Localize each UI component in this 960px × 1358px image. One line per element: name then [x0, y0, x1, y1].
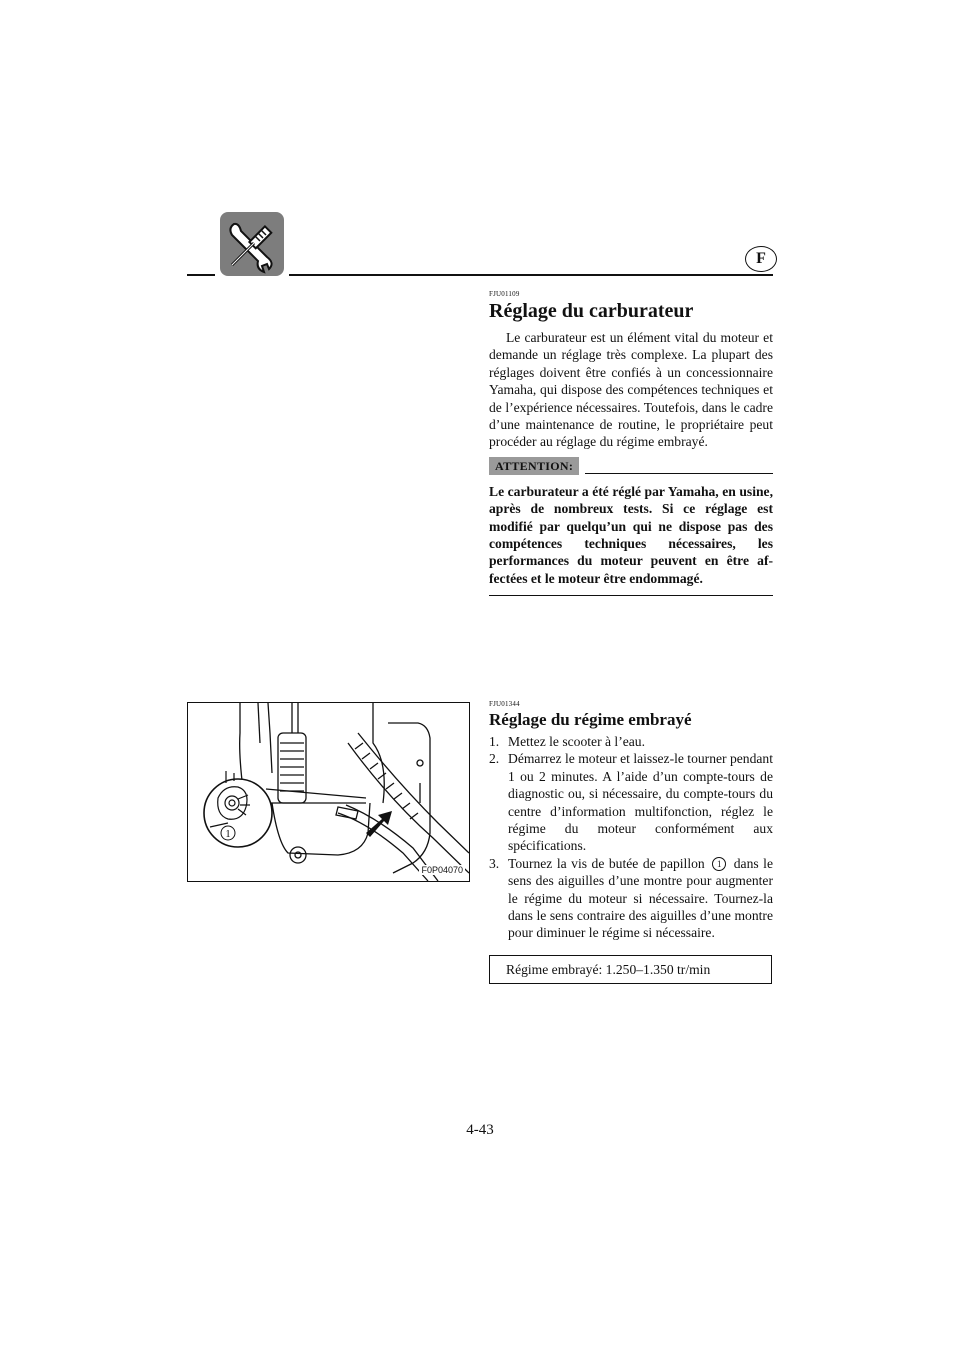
header-rule-left: [187, 274, 215, 276]
step-text: Mettez le scooter à l’eau.: [508, 734, 645, 749]
reference-code: FJU01109: [489, 290, 520, 298]
idle-speed-spec: Régime embrayé: 1.250–1.350 tr/min: [489, 955, 772, 984]
list-item: [489, 733, 773, 750]
step-text-before: Tournez la vis de butée de papillon: [508, 855, 705, 871]
step-text: Démarrez le moteur et laissez-le tourner pendant 1 ou 2 minutes. A l’aide d’un compte-tours de diagnostic ou, si nécessaire, du compte-tours du centre d’information multifonction, réglez le régime du moteur conformément aux spécifications.: [508, 751, 773, 854]
section-title: Réglage du régime embrayé: [489, 710, 692, 729]
page-number: 4-43: [466, 1122, 494, 1138]
steps-list: [489, 733, 773, 942]
section-title: Réglage du carburateur: [489, 300, 694, 322]
attention-text: Le carburateur a été réglé par Yamaha, en usine, après de nombreux tests. Si ce réglage est modifié par quelqu’un qui ne dispose pas des compétences techniques nécessaires, les performances du moteur peuvent en être affectées et le moteur être endommagé.: [489, 483, 773, 596]
step-text-after: dans le sens des aiguilles d’une montre pour augmenter le régime du moteur si nécessaire. Tournez-la dans le sens contraire des aiguilles d’une montre pour diminuer le régime si nécessaire.: [508, 855, 773, 941]
idle-adjustment-figure: [187, 702, 470, 882]
step-number: 2.: [489, 751, 500, 767]
reference-code: FJU01344: [489, 700, 520, 708]
section-carburetor: [489, 290, 773, 596]
header-rule-right: [289, 274, 773, 276]
callout-1-marker: 1: [712, 857, 726, 871]
carburetor-illustration: [188, 703, 469, 881]
wrench-screwdriver-icon: [220, 212, 284, 276]
maintenance-section-icon: [220, 212, 284, 276]
list-item: [489, 855, 773, 942]
intro-paragraph: Le carburateur est un élément vital du moteur et demande un réglage très complexe. La plupart des réglages doivent être confiés à un concessionnaire Yamaha, qui dispose des compétences techniques et de l’expérience nécessaires. Toutefois, dans le cadre d’une maintenance de routine, le propriétaire peut procéder au réglage du régime embrayé.: [489, 330, 773, 450]
step-number: 1.: [489, 734, 500, 749]
section-idle-speed: [489, 700, 773, 942]
figure-label: F0P04070: [421, 865, 463, 875]
language-badge: F: [745, 246, 777, 272]
attention-header: [489, 457, 773, 475]
list-item: [489, 750, 773, 854]
attention-rule: [585, 473, 773, 474]
attention-label: ATTENTION:: [489, 457, 579, 475]
step-number: 3.: [489, 855, 500, 871]
figure-callout-1: 1: [225, 829, 231, 840]
